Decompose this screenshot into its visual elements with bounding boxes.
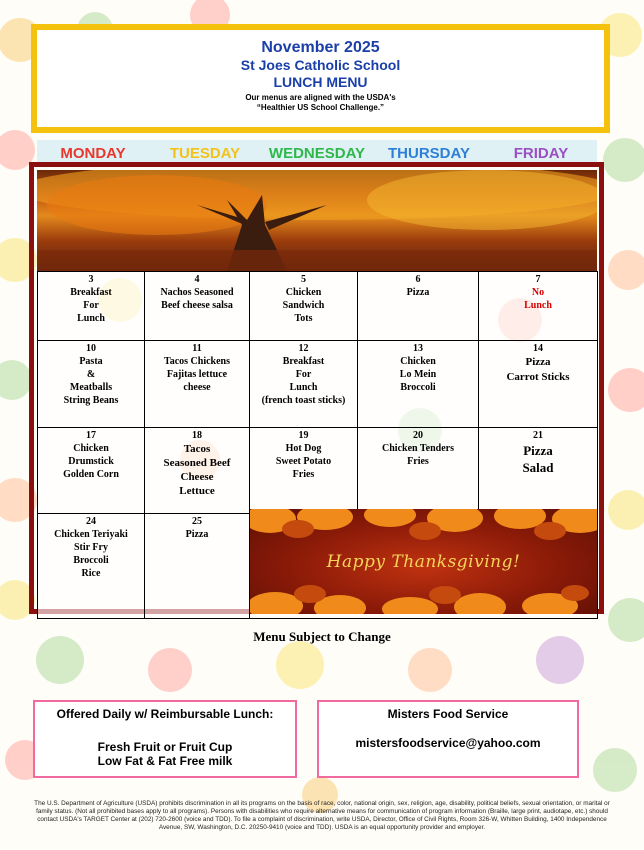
menu-cell	[250, 272, 358, 341]
menu-item: Breakfast	[70, 287, 112, 298]
menu-cell	[145, 341, 250, 428]
vendor-name: Misters Food Service	[387, 707, 509, 721]
weekday-header	[37, 140, 597, 164]
menu-item: Beef cheese salsa	[161, 300, 233, 311]
day-number: 11	[192, 343, 202, 354]
usda-note-line2: “Healthier US School Challenge.”	[256, 103, 385, 112]
menu-item: Lo Mein	[399, 369, 437, 380]
menu-cell	[38, 341, 145, 428]
menu-item: Cheese	[180, 471, 214, 483]
menu-item: Golden Corn	[63, 469, 119, 480]
menu-item: Chicken Tenders	[382, 443, 454, 454]
menu-cell	[38, 514, 145, 619]
menu-item: Nachos Seasoned	[160, 287, 234, 298]
menu-cell	[479, 428, 598, 514]
day-number: 20	[413, 430, 423, 441]
menu-title: LUNCH MENU	[273, 74, 368, 90]
menu-item: Breakfast	[282, 356, 325, 367]
menu-item: &	[86, 369, 96, 380]
menu-item: String Beans	[63, 395, 119, 406]
thanksgiving-banner	[250, 509, 597, 614]
day-label-tuesday: TUESDAY	[149, 140, 261, 164]
menu-cell	[145, 428, 250, 514]
menu-item: Fries	[407, 456, 429, 467]
menu-item: Broccoli	[73, 555, 109, 566]
day-number: 10	[86, 343, 96, 354]
menu-item: Lunch	[77, 313, 105, 324]
day-number: 4	[194, 274, 200, 285]
menu-item: Pizza	[523, 443, 553, 458]
menu-item: Stir Fry	[74, 542, 108, 553]
offered-daily-line2: Low Fat & Fat Free milk	[97, 754, 233, 768]
menu-item: Chicken	[73, 443, 109, 454]
month-title: November 2025	[261, 39, 380, 56]
menu-item: Broccoli	[400, 382, 436, 393]
day-number: 3	[88, 274, 94, 285]
day-label-wednesday: WEDNESDAY	[261, 140, 373, 164]
menu-item: Seasoned Beef	[163, 457, 231, 469]
autumn-tree-banner	[37, 170, 597, 271]
menu-item: Pizza	[406, 287, 430, 298]
menu-item: Sweet Potato	[275, 456, 332, 467]
menu-item: Chicken	[285, 287, 322, 298]
menu-item: Sandwich	[282, 300, 325, 311]
menu-cell	[38, 428, 145, 514]
menu-item: Meatballs	[69, 382, 113, 393]
menu-item: (french toast sticks)	[261, 395, 346, 406]
menu-item: Hot Dog	[285, 443, 322, 454]
menu-cell	[250, 428, 358, 514]
menu-item: Salad	[522, 460, 554, 475]
day-number: 7	[535, 274, 541, 285]
menu-cell	[479, 341, 598, 428]
offered-daily-title: Offered Daily w/ Reimbursable Lunch:	[56, 707, 274, 721]
day-number: 6	[415, 274, 421, 285]
day-number: 14	[533, 343, 543, 354]
day-label-thursday: THURSDAY	[373, 140, 485, 164]
menu-item: Fajitas lettuce	[166, 369, 228, 380]
menu-item: Tacos Chickens	[163, 356, 231, 367]
menu-cell	[145, 272, 250, 341]
day-number: 5	[301, 274, 306, 285]
usda-note-line1: Our menus are aligned with the USDA's	[245, 93, 396, 102]
menu-item: For	[295, 369, 312, 380]
menu-item: For	[83, 300, 99, 311]
menu-item: Pasta	[79, 356, 103, 367]
menu-item: Drumstick	[68, 456, 114, 467]
day-number: 18	[192, 430, 202, 441]
day-number: 17	[86, 430, 96, 441]
menu-item: Carrot Sticks	[506, 371, 570, 383]
day-label-monday: MONDAY	[37, 140, 149, 164]
thanksgiving-greeting: Happy Thanksgiving!	[326, 552, 521, 572]
menu-change-notice: Menu Subject to Change	[253, 629, 391, 644]
day-number: 21	[533, 430, 543, 441]
menu-item: Lunch	[524, 300, 552, 311]
vendor-box	[317, 700, 579, 778]
menu-item: Tacos	[183, 443, 211, 455]
menu-item: Lunch	[289, 382, 318, 393]
menu-item: Pizza	[185, 529, 209, 540]
school-name: St Joes Catholic School	[240, 57, 401, 73]
day-number: 13	[413, 343, 423, 354]
menu-item: Chicken Teriyaki	[54, 529, 128, 540]
menu-header	[31, 24, 610, 133]
menu-item: No	[531, 287, 545, 298]
offered-daily-line1: Fresh Fruit or Fruit Cup	[97, 740, 233, 754]
menu-item: Tots	[294, 313, 313, 324]
menu-cell	[358, 272, 479, 341]
menu-item: Pizza	[525, 356, 551, 368]
autumn-tree-icon	[37, 170, 597, 271]
menu-cell	[145, 514, 250, 619]
day-label-friday: FRIDAY	[485, 140, 597, 164]
day-number: 12	[298, 343, 309, 354]
menu-item: cheese	[183, 382, 211, 393]
menu-item: Fries	[292, 469, 315, 480]
usda-nondiscrimination-statement: The U.S. Department of Agriculture (USDA) prohibits discrimination in all its programs on the basis of race, color, national origin, sex, religion, age, disability, political beliefs, sexual orientation, or marital or family status. (Not all prohibited bases apply to all programs). Persons with disabilities who require alternative means for communication of program information (Braille, large print, audiotape, etc.) should contact USDA's TARGET Center at (202) 720-2600 (voice and TDD). To file a complaint of discrimination, write USDA, Director, Office of Civil Rights, Room 326-W, Whitten Building, 1400 Independence Avenue, SW, Washington, D.C. 20250-9410 (voice and TDD). USDA is an equal opportunity provider and employer.	[34, 800, 610, 831]
menu-cell	[358, 341, 479, 428]
day-number: 24	[86, 516, 96, 527]
day-number: 25	[192, 516, 202, 527]
vendor-email: mistersfoodservice@yahoo.com	[355, 736, 541, 750]
menu-cell	[250, 341, 358, 428]
menu-item: Rice	[81, 568, 101, 579]
menu-item: Lettuce	[179, 485, 215, 497]
offered-daily-box	[33, 700, 297, 778]
day-number: 19	[298, 430, 309, 441]
menu-item: Chicken	[400, 356, 436, 367]
menu-cell	[358, 428, 479, 514]
menu-cell	[38, 272, 145, 341]
menu-cell	[479, 272, 598, 341]
